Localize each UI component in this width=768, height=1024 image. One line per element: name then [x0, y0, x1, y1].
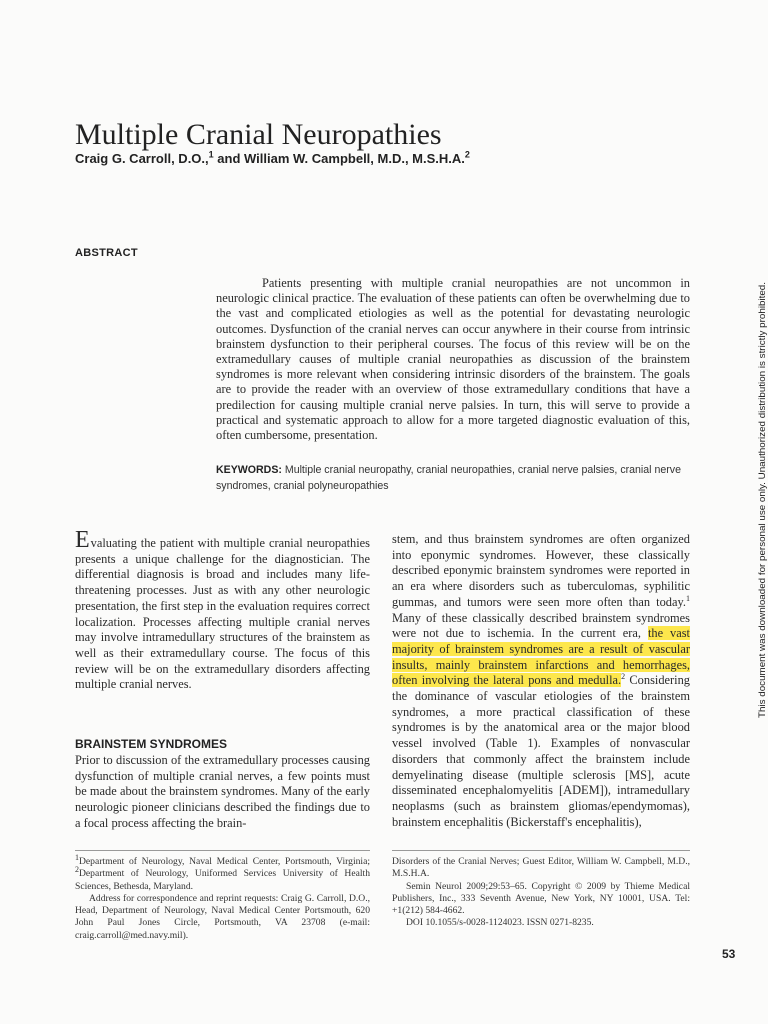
- affiliation-1: Department of Neurology, Naval Medical Center, Portsmouth, Virginia;: [79, 856, 370, 867]
- reference-1: 1: [686, 593, 690, 603]
- author-1-name: Craig G. Carroll, D.O.,: [75, 151, 209, 166]
- affiliation-1-marker: 1: [75, 852, 79, 862]
- citation-info: Semin Neurol 2009;29:53–65. Copyright © 2009 by Thieme Medical Publishers, Inc., 333 Seventh Avenue, New York, NY 10001, USA. Tel: +1(212) 584-4662.: [392, 880, 690, 917]
- reference-2: 2: [621, 672, 626, 682]
- section-paragraph: Prior to discussion of the extramedullary processes causing dysfunction of multiple cranial nerves, a few points must be made about the brainstem syndromes. Many of the early neurologic pioneer clinicians described the findings due to a focal process affecting the brain-: [75, 753, 370, 830]
- intro-paragraph: [75, 527, 370, 693]
- distribution-notice-text: This document was downloaded for personal use only. Unauthorized distribution is strictly prohibited.: [757, 304, 767, 718]
- affiliation-2-marker: 2: [75, 865, 79, 875]
- doi-info: DOI 10.1055/s-0028-1124023. ISSN 0271-8235.: [406, 917, 594, 929]
- highlighted-text: the vast majority of brainstem syndromes are a result of vascular insults, mainly brainstem infarctions and hemorrhages, often involving the lateral pons and medulla.: [392, 626, 690, 688]
- distribution-notice: [756, 278, 768, 718]
- drop-cap: E: [75, 527, 90, 553]
- author-connector: and: [213, 151, 244, 166]
- author-2-affiliation-ref: 2: [464, 149, 470, 160]
- author-2-name: William W. Campbell, M.D., M.S.H.A.: [244, 151, 465, 166]
- footnotes-left: [75, 852, 370, 942]
- footnotes-right: [392, 856, 690, 930]
- keywords-list: Multiple cranial neuropathy, cranial neuropathies, cranial nerve palsies, cranial nerve syndromes, cranial polyneuropathies: [216, 464, 681, 492]
- right-column-paragraph: [392, 532, 690, 830]
- footnote-divider-right: [392, 850, 690, 851]
- footnote-divider-left: [75, 850, 370, 851]
- author-1-affiliation-ref: 1: [208, 149, 214, 160]
- correspondence-address: Address for correspondence and reprint requests: Craig G. Carroll, D.O., Head, Department of Neurology, Naval Medical Center Portsmouth, 620 John Paul Jones Circle, Portsmouth, VA 23708 (e-mail: craig.carroll@med.navy.mil).: [75, 892, 370, 941]
- section-heading-brainstem: BRAINSTEM SYNDROMES: [75, 737, 228, 751]
- issue-info: Disorders of the Cranial Nerves; Guest Editor, William W. Campbell, M.D., M.S.H.A.: [392, 856, 690, 880]
- abstract-body: [216, 276, 690, 443]
- affiliation-2: Department of Neurology, Uniformed Services University of Health Sciences, Bethesda, Maryland.: [75, 868, 370, 892]
- keywords: [216, 462, 690, 494]
- affiliations: [75, 852, 370, 893]
- right-text-part-2: Many of these classically described brainstem syndromes were not due to ischemia. In the current era,: [392, 610, 690, 641]
- intro-text: valuating the patient with multiple cranial neuropathies presents a unique challenge for the diagnostician. The differential diagnosis is broad and includes many life-threatening processes. Just as with any other neurologic presentation, the first step in the evaluation requires correct localization. Processes affecting multiple cranial nerves may involve intramedullary structures of the brainstem as well as their extramedullary course. The focus of this review will be on the extramedullary disorders affecting multiple cranial nerves.: [75, 536, 370, 692]
- abstract-heading: ABSTRACT: [75, 247, 138, 259]
- page-number: 53: [722, 947, 736, 961]
- author-line: [75, 150, 715, 168]
- abstract-text: Patients presenting with multiple cranial neuropathies are not uncommon in neurologic clinical practice. The evaluation of these patients can often be overwhelming due to the vast and complicated etiologies as well as the potential for devastating neurologic outcomes. Dysfunction of the cranial nerves can occur anywhere in their course from intrinsic brainstem dysfunction to their peripheral courses. The focus of this review will be on the extramedullary causes of multiple cranial neuropathies as discussion of the brainstem syndromes is more relevant when considering intrinsic disorders of the brainstem. The goals are to provide the reader with an overview of those extramedullary conditions that have a predilection for causing multiple cranial nerve palsies. In turn, this will serve to provide a practical and systematic approach to allow for a more targeted diagnostic evaluation of this, often cumbersome, presentation.: [216, 276, 690, 443]
- right-text-part-3: Considering the dominance of vascular etiologies of the brainstem syndromes, a more practical classification of these syndromes is by the anatomical area or the major blood vessel involved (Table 1). Examples of nonvascular disorders that commonly affect the brainstem include demyelinating disease (multiple sclerosis [MS], acute disseminated encephalomyelitis [ADEM]), intramedullary neoplasms (such as brainstem gliomas/ependymomas), brainstem encephalitis (Bickerstaff's encephalitis),: [392, 673, 690, 829]
- right-text-part-1: stem, and thus brainstem syndromes are often organized into eponymic syndromes. However, these classically described eponymic brainstem syndromes were reported in an era where disorders such as tuberculomas, syphilitic gummas, and tumors were seen more often than today.: [392, 532, 690, 609]
- keywords-label: KEYWORDS:: [216, 464, 282, 476]
- article-title: Multiple Cranial Neuropathies: [75, 118, 442, 152]
